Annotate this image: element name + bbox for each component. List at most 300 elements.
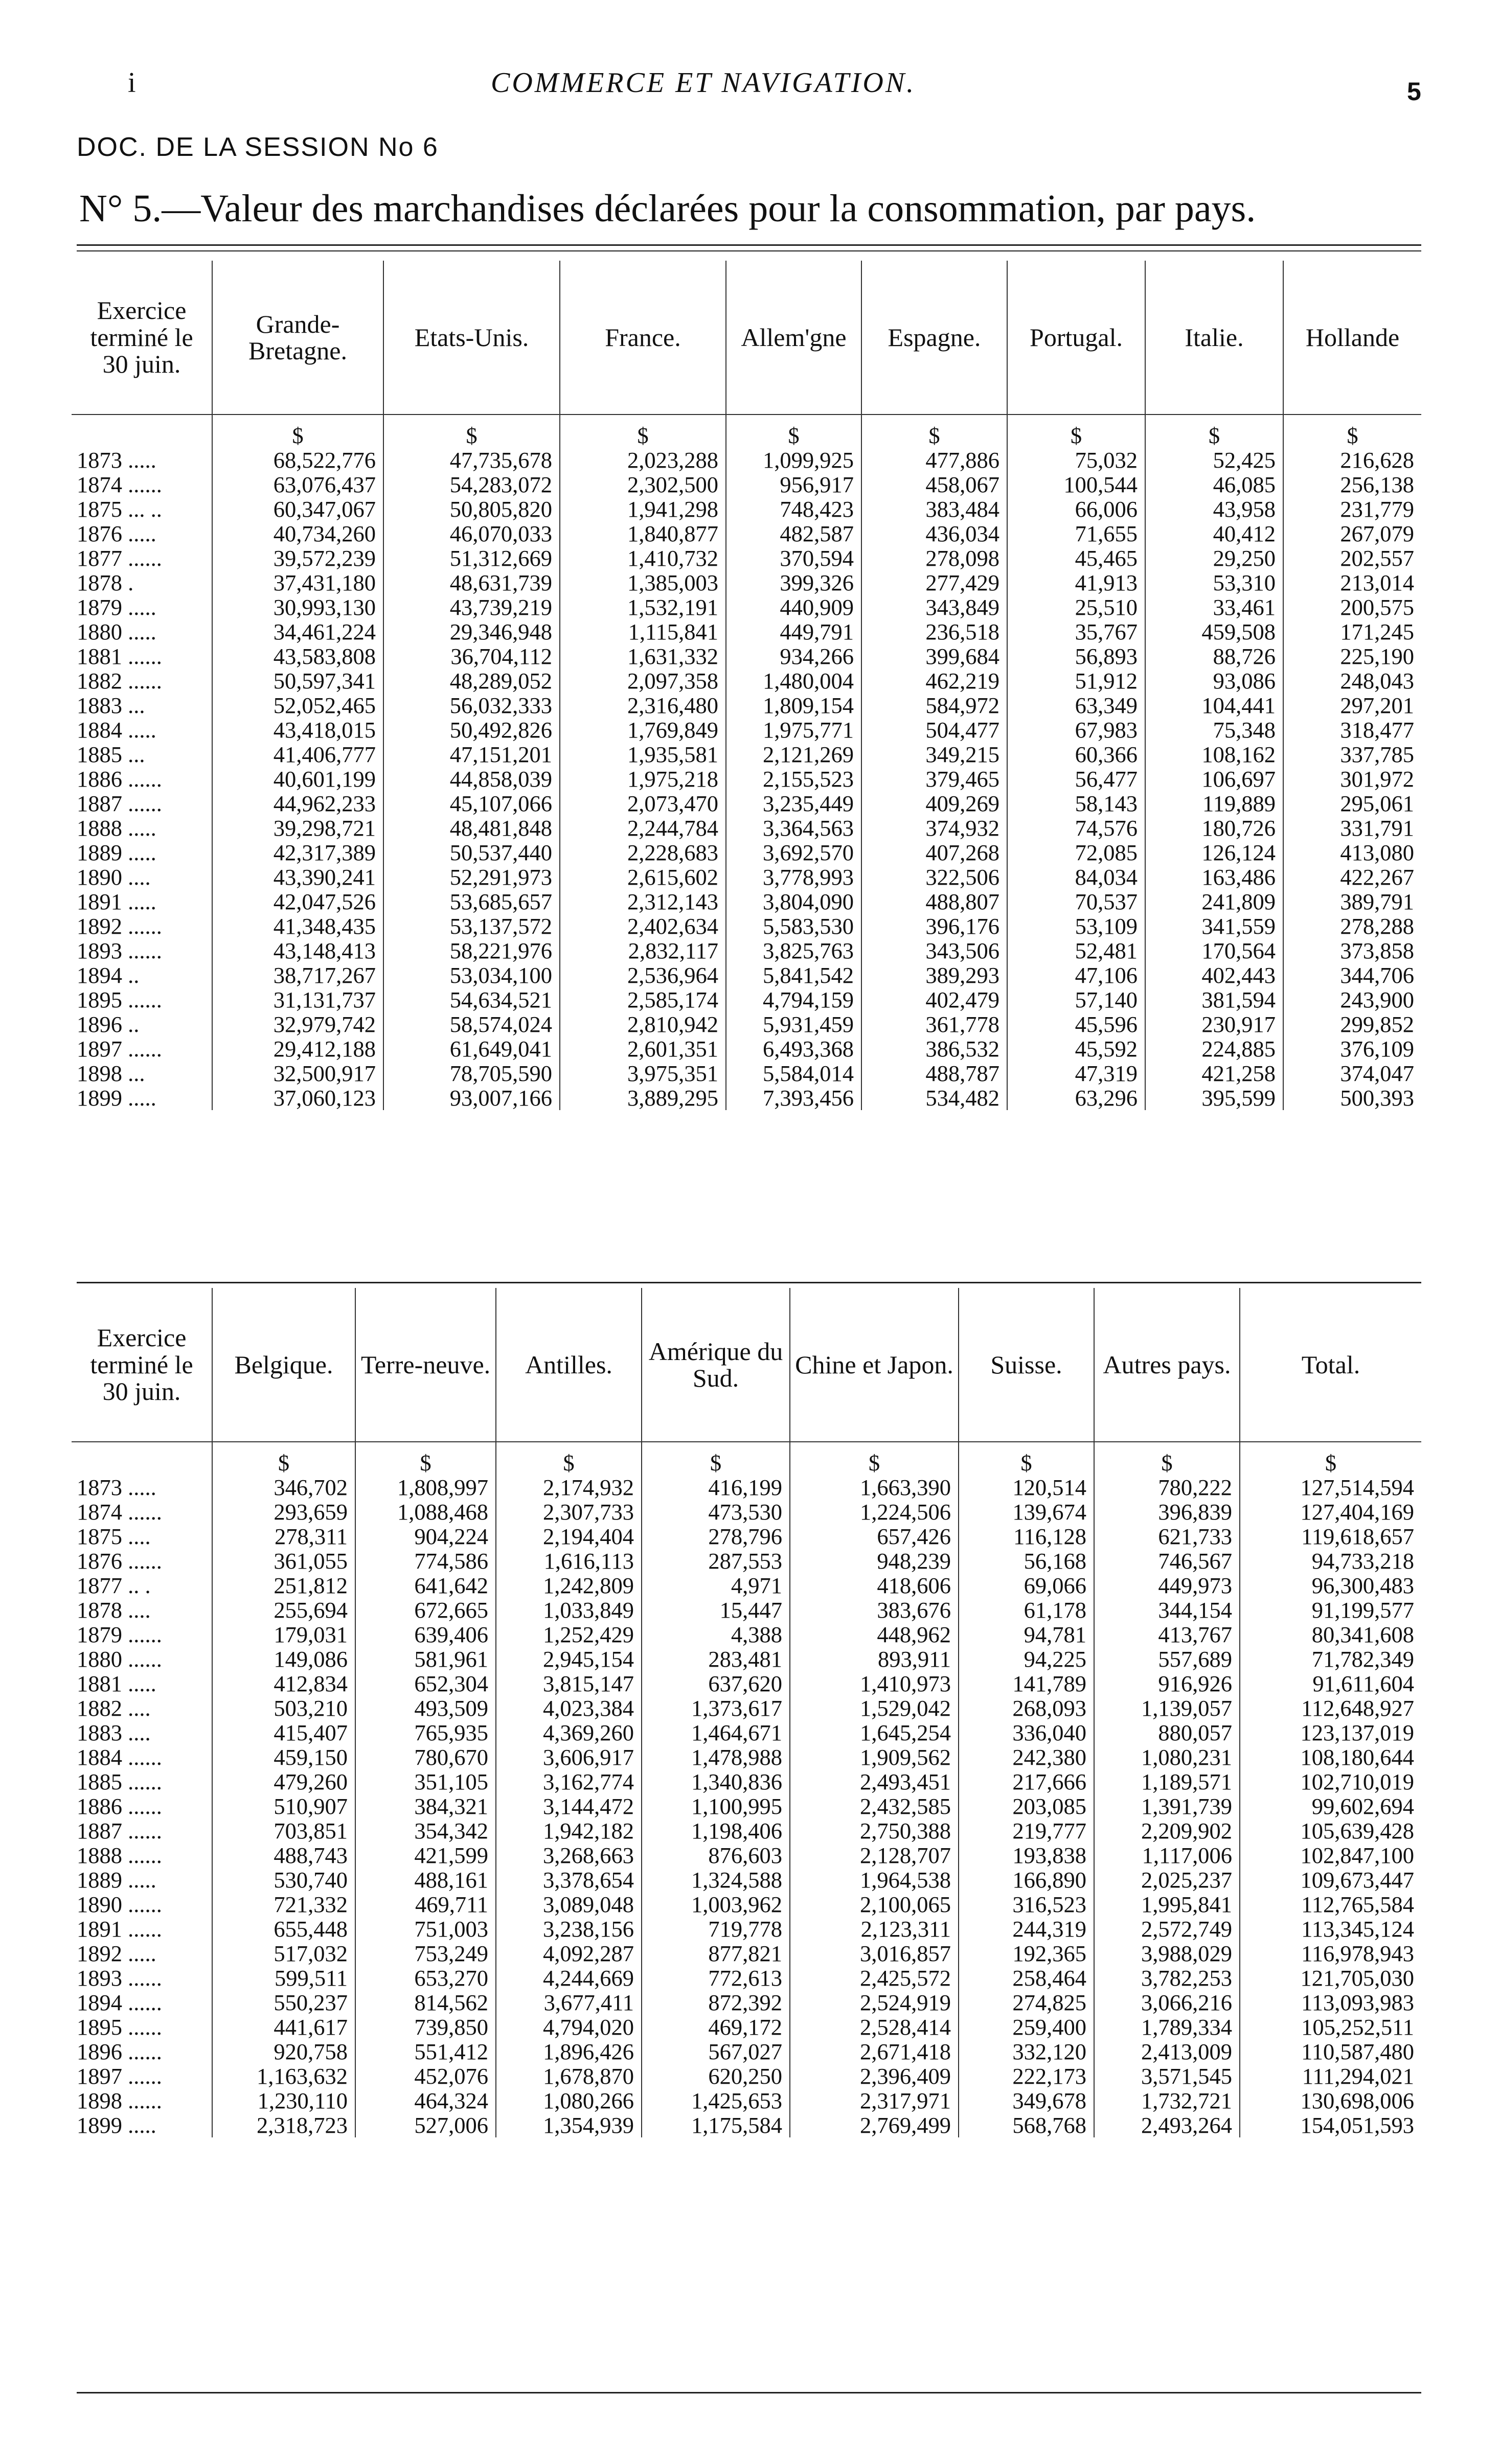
table-row	[72, 1769, 1421, 1794]
year-cell: 1891 .....	[77, 889, 156, 914]
value-cell: 52,481	[1007, 938, 1145, 963]
value-cell: 100,544	[1007, 472, 1145, 497]
value-cell: 1,809,154	[726, 693, 861, 718]
table-row	[72, 2088, 1421, 2113]
value-cell: 493,509	[355, 1696, 496, 1720]
title-rule-bottom	[77, 250, 1421, 251]
value-cell: 449,791	[726, 619, 861, 644]
section-divider	[77, 1282, 1421, 1283]
value-cell: 349,215	[861, 742, 1007, 767]
value-cell: 94,781	[959, 1622, 1094, 1647]
value-cell: 550,237	[212, 1990, 355, 2015]
value-cell: 42,047,526	[212, 889, 383, 914]
value-cell: 568,768	[959, 2113, 1094, 2137]
value-cell: 379,465	[861, 767, 1007, 791]
value-cell: 653,270	[355, 1966, 496, 1990]
value-cell: 386,532	[861, 1037, 1007, 1061]
value-cell: 1,425,653	[642, 2088, 790, 2113]
value-cell: 557,689	[1094, 1647, 1240, 1671]
value-cell: 274,825	[959, 1990, 1094, 2015]
unit-spacer	[72, 1442, 212, 1475]
year-cell: 1889 .....	[77, 840, 156, 865]
column-header: Chine et Japon.	[790, 1288, 959, 1442]
value-cell: 2,671,418	[790, 2039, 959, 2064]
value-cell: 216,628	[1283, 448, 1421, 472]
value-cell: 3,235,449	[726, 791, 861, 816]
year-cell: 1876 .....	[77, 521, 156, 546]
value-cell: 51,912	[1007, 669, 1145, 693]
value-cell: 459,508	[1145, 619, 1283, 644]
value-cell: 43,958	[1145, 497, 1283, 521]
value-cell: 721,332	[212, 1892, 355, 1917]
value-cell: 1,117,006	[1094, 1843, 1240, 1868]
value-cell: 50,805,820	[383, 497, 560, 521]
table-countries-1	[72, 261, 1421, 1110]
value-cell: 48,289,052	[383, 669, 560, 693]
value-cell: 15,447	[642, 1598, 790, 1622]
value-cell: 121,705,030	[1240, 1966, 1421, 1990]
table-row	[72, 963, 1421, 987]
value-cell: 3,571,545	[1094, 2064, 1240, 2088]
value-cell: 193,838	[959, 1843, 1094, 1868]
table-row	[72, 1475, 1421, 1500]
table-row	[72, 1990, 1421, 2015]
unit-row	[72, 414, 1421, 448]
value-cell: 349,678	[959, 2088, 1094, 2113]
value-cell: 93,086	[1145, 669, 1283, 693]
value-cell: 149,086	[212, 1647, 355, 1671]
value-cell: 2,121,269	[726, 742, 861, 767]
value-cell: 1,354,939	[496, 2113, 642, 2137]
table-row	[72, 1524, 1421, 1549]
value-cell: 1,616,113	[496, 1549, 642, 1573]
value-cell: 500,393	[1283, 1086, 1421, 1110]
year-cell: 1880 .....	[77, 619, 156, 644]
value-cell: 53,310	[1145, 570, 1283, 595]
value-cell: 1,115,841	[560, 619, 726, 644]
value-cell: 3,144,472	[496, 1794, 642, 1818]
table-row	[72, 889, 1421, 914]
value-cell: 258,464	[959, 1966, 1094, 1990]
value-cell: 56,893	[1007, 644, 1145, 669]
value-cell: 318,477	[1283, 718, 1421, 742]
value-cell: 351,105	[355, 1769, 496, 1794]
value-cell: 381,594	[1145, 987, 1283, 1012]
value-cell: 1,769,849	[560, 718, 726, 742]
value-cell: 2,810,942	[560, 1012, 726, 1037]
value-cell: 2,318,723	[212, 2113, 355, 2137]
unit-symbol: $	[496, 1442, 642, 1475]
value-cell: 2,832,117	[560, 938, 726, 963]
value-cell: 31,131,737	[212, 987, 383, 1012]
value-cell: 43,418,015	[212, 718, 383, 742]
value-cell: 2,209,902	[1094, 1818, 1240, 1843]
year-cell: 1894 ......	[77, 1990, 162, 2015]
year-cell: 1886 ......	[77, 1793, 162, 1819]
value-cell: 469,172	[642, 2015, 790, 2039]
table-row	[72, 1647, 1421, 1671]
value-cell: 620,250	[642, 2064, 790, 2088]
unit-symbol: $	[355, 1442, 496, 1475]
year-cell: 1895 ......	[77, 2014, 162, 2040]
value-cell: 68,522,776	[212, 448, 383, 472]
value-cell: 54,283,072	[383, 472, 560, 497]
value-cell: 488,807	[861, 889, 1007, 914]
value-cell: 1,678,870	[496, 2064, 642, 2088]
value-cell: 179,031	[212, 1622, 355, 1647]
value-cell: 1,478,988	[642, 1745, 790, 1769]
table-row	[72, 816, 1421, 840]
value-cell: 7,393,456	[726, 1086, 861, 1110]
table-row	[72, 791, 1421, 816]
value-cell: 123,137,019	[1240, 1720, 1421, 1745]
value-cell: 3,782,253	[1094, 1966, 1240, 1990]
column-header: Italie.	[1145, 261, 1283, 414]
value-cell: 63,296	[1007, 1086, 1145, 1110]
column-header: Antilles.	[496, 1288, 642, 1442]
value-cell: 370,594	[726, 546, 861, 570]
value-cell: 108,180,644	[1240, 1745, 1421, 1769]
value-cell: 78,705,590	[383, 1061, 560, 1086]
value-cell: 2,615,602	[560, 865, 726, 889]
value-cell: 256,138	[1283, 472, 1421, 497]
year-cell: 1886 ......	[77, 766, 162, 792]
value-cell: 88,726	[1145, 644, 1283, 669]
unit-symbol: $	[212, 414, 383, 448]
value-cell: 3,692,570	[726, 840, 861, 865]
value-cell: 655,448	[212, 1917, 355, 1941]
value-cell: 112,765,584	[1240, 1892, 1421, 1917]
value-cell: 1,163,632	[212, 2064, 355, 2088]
table-row	[72, 1868, 1421, 1892]
year-cell: 1887 ......	[77, 1818, 162, 1844]
value-cell: 1,198,406	[642, 1818, 790, 1843]
value-cell: 2,023,288	[560, 448, 726, 472]
value-cell: 1,385,003	[560, 570, 726, 595]
year-cell: 1892 ......	[77, 913, 162, 939]
value-cell: 336,040	[959, 1720, 1094, 1745]
value-cell: 415,407	[212, 1720, 355, 1745]
value-cell: 780,670	[355, 1745, 496, 1769]
value-cell: 4,971	[642, 1573, 790, 1598]
value-cell: 244,319	[959, 1917, 1094, 1941]
value-cell: 29,412,188	[212, 1037, 383, 1061]
table-row	[72, 1696, 1421, 1720]
value-cell: 469,711	[355, 1892, 496, 1917]
value-cell: 2,585,174	[560, 987, 726, 1012]
year-cell: 1884 ......	[77, 1744, 162, 1770]
value-cell: 34,461,224	[212, 619, 383, 644]
value-cell: 53,685,657	[383, 889, 560, 914]
value-cell: 278,288	[1283, 914, 1421, 938]
value-cell: 2,493,451	[790, 1769, 959, 1794]
table-title: N° 5.—Valeur des marchandises déclarées pour la consommation, par pays.	[79, 187, 1256, 230]
value-cell: 57,140	[1007, 987, 1145, 1012]
unit-symbol: $	[861, 414, 1007, 448]
value-cell: 479,260	[212, 1769, 355, 1794]
unit-symbol: $	[790, 1442, 959, 1475]
value-cell: 40,734,260	[212, 521, 383, 546]
value-cell: 47,735,678	[383, 448, 560, 472]
unit-symbol: $	[1145, 414, 1283, 448]
table-row	[72, 521, 1421, 546]
value-cell: 242,380	[959, 1745, 1094, 1769]
value-cell: 1,252,429	[496, 1622, 642, 1647]
value-cell: 40,412	[1145, 521, 1283, 546]
value-cell: 337,785	[1283, 742, 1421, 767]
table-row	[72, 938, 1421, 963]
value-cell: 373,858	[1283, 938, 1421, 963]
value-cell: 1,789,334	[1094, 2015, 1240, 2039]
column-header: Espagne.	[861, 261, 1007, 414]
value-cell: 361,778	[861, 1012, 1007, 1037]
value-cell: 534,482	[861, 1086, 1007, 1110]
value-cell: 621,733	[1094, 1524, 1240, 1549]
value-cell: 120,514	[959, 1475, 1094, 1500]
value-cell: 504,477	[861, 718, 1007, 742]
column-header: Amérique du Sud.	[642, 1288, 790, 1442]
value-cell: 331,791	[1283, 816, 1421, 840]
value-cell: 436,034	[861, 521, 1007, 546]
value-cell: 477,886	[861, 448, 1007, 472]
table-row	[72, 669, 1421, 693]
value-cell: 1,464,671	[642, 1720, 790, 1745]
value-cell: 374,047	[1283, 1061, 1421, 1086]
value-cell: 1,100,995	[642, 1794, 790, 1818]
value-cell: 876,603	[642, 1843, 790, 1868]
column-header: Suisse.	[959, 1288, 1094, 1442]
value-cell: 91,199,577	[1240, 1598, 1421, 1622]
value-cell: 50,597,341	[212, 669, 383, 693]
value-cell: 2,396,409	[790, 2064, 959, 2088]
year-cell: 1892 .....	[77, 1941, 156, 1966]
year-cell: 1874 ......	[77, 1499, 162, 1525]
value-cell: 1,532,191	[560, 595, 726, 619]
value-cell: 2,945,154	[496, 1647, 642, 1671]
table-row	[72, 1941, 1421, 1966]
value-cell: 641,642	[355, 1573, 496, 1598]
value-cell: 2,316,480	[560, 693, 726, 718]
value-cell: 297,201	[1283, 693, 1421, 718]
value-cell: 108,162	[1145, 742, 1283, 767]
table-row	[72, 546, 1421, 570]
value-cell: 395,599	[1145, 1086, 1283, 1110]
table-row	[72, 1086, 1421, 1110]
value-cell: 1,896,426	[496, 2039, 642, 2064]
year-cell: 1895 ......	[77, 987, 162, 1012]
value-cell: 814,562	[355, 1990, 496, 2015]
value-cell: 91,611,604	[1240, 1671, 1421, 1696]
year-cell: 1893 ......	[77, 938, 162, 963]
value-cell: 3,677,411	[496, 1990, 642, 2015]
value-cell: 66,006	[1007, 497, 1145, 521]
value-cell: 5,931,459	[726, 1012, 861, 1037]
value-cell: 916,926	[1094, 1671, 1240, 1696]
table-row	[72, 644, 1421, 669]
value-cell: 872,392	[642, 1990, 790, 2015]
value-cell: 127,404,169	[1240, 1500, 1421, 1524]
value-cell: 343,506	[861, 938, 1007, 963]
value-cell: 488,787	[861, 1061, 1007, 1086]
value-cell: 25,510	[1007, 595, 1145, 619]
value-cell: 581,961	[355, 1647, 496, 1671]
column-header: Hollande	[1283, 261, 1421, 414]
value-cell: 413,767	[1094, 1622, 1240, 1647]
value-cell: 2,100,065	[790, 1892, 959, 1917]
value-cell: 2,097,358	[560, 669, 726, 693]
value-cell: 1,663,390	[790, 1475, 959, 1500]
value-cell: 110,587,480	[1240, 2039, 1421, 2064]
year-cell: 1875 ....	[77, 1524, 151, 1549]
value-cell: 1,224,506	[790, 1500, 959, 1524]
year-cell: 1888 ......	[77, 1843, 162, 1868]
value-cell: 880,057	[1094, 1720, 1240, 1745]
value-cell: 376,109	[1283, 1037, 1421, 1061]
value-cell: 3,778,993	[726, 865, 861, 889]
value-cell: 130,698,006	[1240, 2088, 1421, 2113]
value-cell: 672,665	[355, 1598, 496, 1622]
value-cell: 765,935	[355, 1720, 496, 1745]
value-cell: 418,606	[790, 1573, 959, 1598]
value-cell: 3,268,663	[496, 1843, 642, 1868]
value-cell: 956,917	[726, 472, 861, 497]
value-cell: 2,524,919	[790, 1990, 959, 2015]
value-cell: 105,252,511	[1240, 2015, 1421, 2039]
year-cell: 1888 .....	[77, 815, 156, 841]
value-cell: 96,300,483	[1240, 1573, 1421, 1598]
value-cell: 222,173	[959, 2064, 1094, 2088]
value-cell: 299,852	[1283, 1012, 1421, 1037]
value-cell: 904,224	[355, 1524, 496, 1549]
table-row	[72, 1917, 1421, 1941]
value-cell: 53,034,100	[383, 963, 560, 987]
value-cell: 46,070,033	[383, 521, 560, 546]
value-cell: 126,124	[1145, 840, 1283, 865]
value-cell: 52,052,465	[212, 693, 383, 718]
year-cell: 1896 ......	[77, 2039, 162, 2064]
value-cell: 4,092,287	[496, 1941, 642, 1966]
table-row	[72, 2113, 1421, 2137]
value-cell: 462,219	[861, 669, 1007, 693]
value-cell: 1,230,110	[212, 2088, 355, 2113]
value-cell: 402,443	[1145, 963, 1283, 987]
value-cell: 200,575	[1283, 595, 1421, 619]
value-cell: 2,769,499	[790, 2113, 959, 2137]
value-cell: 180,726	[1145, 816, 1283, 840]
year-cell: 1877 ......	[77, 545, 162, 571]
year-cell: 1885 ......	[77, 1769, 162, 1794]
table-row	[72, 1671, 1421, 1696]
value-cell: 1,529,042	[790, 1696, 959, 1720]
value-cell: 51,312,669	[383, 546, 560, 570]
year-cell: 1897 ......	[77, 1036, 162, 1062]
value-cell: 74,576	[1007, 816, 1145, 840]
value-cell: 1,942,182	[496, 1818, 642, 1843]
column-header: Autres pays.	[1094, 1288, 1240, 1442]
table-row	[72, 865, 1421, 889]
value-cell: 141,789	[959, 1671, 1094, 1696]
value-cell: 106,697	[1145, 767, 1283, 791]
value-cell: 3,825,763	[726, 938, 861, 963]
table-row	[72, 1573, 1421, 1598]
table-row	[72, 1622, 1421, 1647]
table-row	[72, 1720, 1421, 1745]
table-row	[72, 914, 1421, 938]
value-cell: 39,298,721	[212, 816, 383, 840]
table-row	[72, 2039, 1421, 2064]
value-cell: 45,107,066	[383, 791, 560, 816]
value-cell: 113,345,124	[1240, 1917, 1421, 1941]
value-cell: 1,340,836	[642, 1769, 790, 1794]
value-cell: 63,076,437	[212, 472, 383, 497]
value-cell: 3,238,156	[496, 1917, 642, 1941]
value-cell: 113,093,983	[1240, 1990, 1421, 2015]
value-cell: 422,267	[1283, 865, 1421, 889]
year-cell: 1873 .....	[77, 447, 156, 473]
value-cell: 42,317,389	[212, 840, 383, 865]
column-header: Total.	[1240, 1288, 1421, 1442]
value-cell: 61,178	[959, 1598, 1094, 1622]
year-cell: 1882 ....	[77, 1695, 151, 1721]
value-cell: 213,014	[1283, 570, 1421, 595]
value-cell: 1,975,771	[726, 718, 861, 742]
year-cell: 1891 ......	[77, 1916, 162, 1942]
value-cell: 389,791	[1283, 889, 1421, 914]
value-cell: 407,268	[861, 840, 1007, 865]
value-cell: 551,412	[355, 2039, 496, 2064]
value-cell: 343,849	[861, 595, 1007, 619]
table-row	[72, 1598, 1421, 1622]
value-cell: 119,889	[1145, 791, 1283, 816]
value-cell: 225,190	[1283, 644, 1421, 669]
value-cell: 53,109	[1007, 914, 1145, 938]
value-cell: 1,975,218	[560, 767, 726, 791]
value-cell: 652,304	[355, 1671, 496, 1696]
value-cell: 3,804,090	[726, 889, 861, 914]
value-cell: 277,429	[861, 570, 1007, 595]
value-cell: 231,779	[1283, 497, 1421, 521]
value-cell: 301,972	[1283, 767, 1421, 791]
value-cell: 278,796	[642, 1524, 790, 1549]
value-cell: 2,312,143	[560, 889, 726, 914]
value-cell: 102,847,100	[1240, 1843, 1421, 1868]
value-cell: 109,673,447	[1240, 1868, 1421, 1892]
value-cell: 1,995,841	[1094, 1892, 1240, 1917]
value-cell: 440,909	[726, 595, 861, 619]
unit-symbol: $	[726, 414, 861, 448]
year-cell: 1878 .	[77, 570, 134, 595]
value-cell: 5,841,542	[726, 963, 861, 987]
value-cell: 38,717,267	[212, 963, 383, 987]
table-row	[72, 570, 1421, 595]
value-cell: 1,935,581	[560, 742, 726, 767]
value-cell: 2,536,964	[560, 963, 726, 987]
value-cell: 104,441	[1145, 693, 1283, 718]
value-cell: 4,023,384	[496, 1696, 642, 1720]
value-cell: 2,128,707	[790, 1843, 959, 1868]
year-cell: 1897 ......	[77, 2063, 162, 2089]
value-cell: 3,162,774	[496, 1769, 642, 1794]
value-cell: 111,294,021	[1240, 2064, 1421, 2088]
value-cell: 4,244,669	[496, 1966, 642, 1990]
value-cell: 2,572,749	[1094, 1917, 1240, 1941]
value-cell: 45,596	[1007, 1012, 1145, 1037]
value-cell: 1,840,877	[560, 521, 726, 546]
value-cell: 3,889,295	[560, 1086, 726, 1110]
year-cell: 1899 .....	[77, 2112, 156, 2138]
value-cell: 56,477	[1007, 767, 1145, 791]
value-cell: 2,413,009	[1094, 2039, 1240, 2064]
